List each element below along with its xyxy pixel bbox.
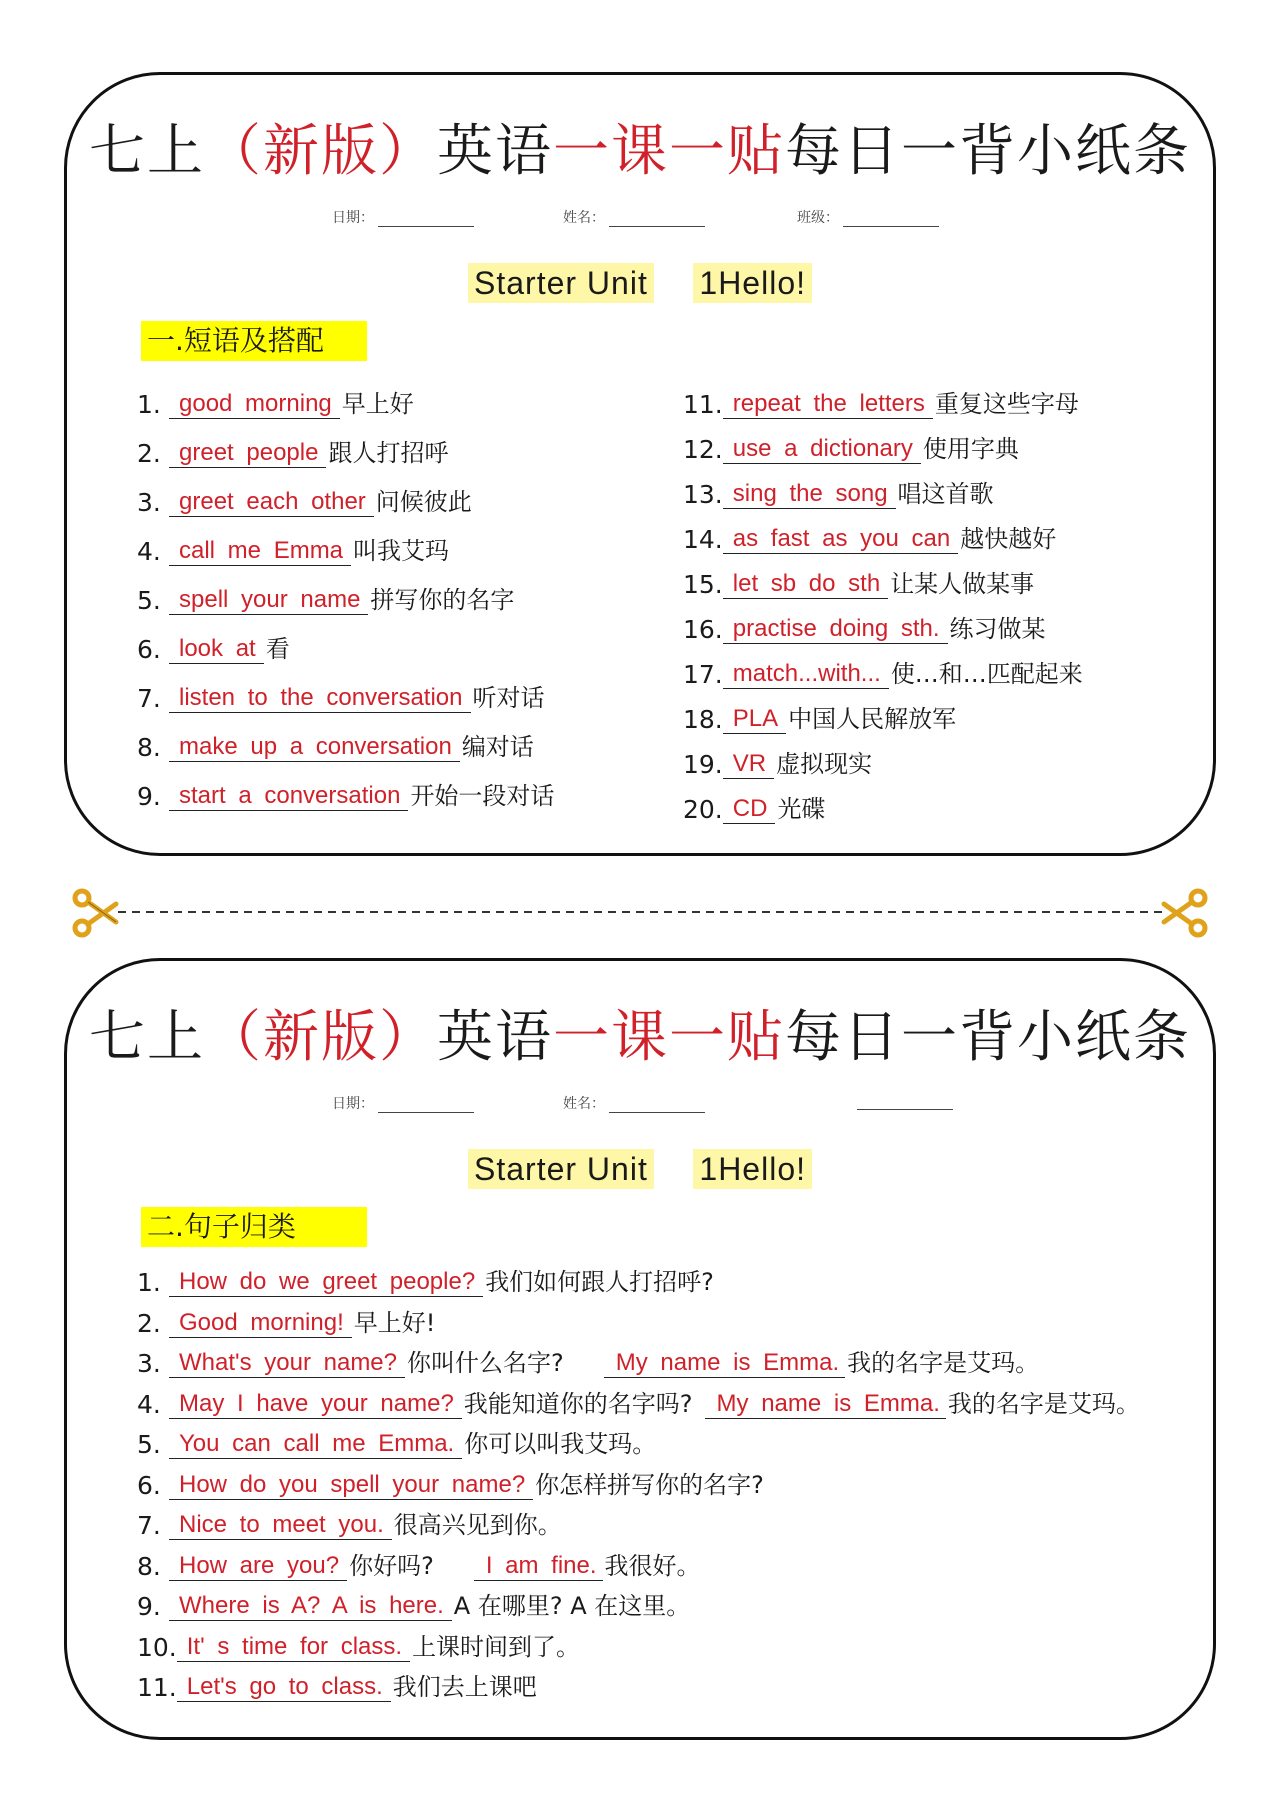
- title-pre: 七上: [89, 119, 205, 184]
- answer-blank: How do you spell your name?: [169, 1471, 533, 1500]
- answer-blank: as fast as you can: [723, 525, 958, 554]
- list-item: [137, 1344, 1039, 1378]
- chinese-meaning-2: 我的名字是艾玛。: [847, 1349, 1040, 1377]
- title-paren-close: ）: [379, 1005, 437, 1070]
- item-number: 4.: [137, 537, 161, 566]
- chinese-meaning: 你可以叫我艾玛。: [464, 1430, 657, 1458]
- list-item: [137, 581, 514, 615]
- class-label: 班级：: [797, 210, 839, 226]
- meta-row: [67, 207, 1213, 231]
- answer-blank-2: I am fine.: [474, 1552, 603, 1581]
- date-label: 日期：: [332, 1096, 374, 1112]
- list-item: [683, 655, 1083, 689]
- chinese-meaning: 唱这首歌: [897, 480, 994, 508]
- title-one-lesson: 一课一贴: [553, 119, 785, 184]
- item-number: 10.: [137, 1632, 177, 1662]
- item-number: 14.: [683, 525, 723, 554]
- item-number: 3.: [137, 1349, 161, 1378]
- title-pre: 七上: [89, 1005, 205, 1070]
- list-item: [137, 1425, 656, 1459]
- item-number: 7.: [137, 1511, 161, 1540]
- scissors-icon: [1164, 891, 1205, 935]
- class-field[interactable]: [843, 210, 939, 227]
- title-english: 英语: [437, 119, 553, 184]
- unit-starter: Starter Unit: [468, 1149, 654, 1189]
- list-item: [137, 434, 448, 468]
- chinese-meaning: 让某人做某事: [890, 570, 1035, 598]
- chinese-meaning: 看: [265, 635, 290, 663]
- item-number: 19.: [683, 750, 723, 779]
- chinese-meaning: 开始一段对话: [410, 782, 555, 810]
- title-paren-open: （: [205, 119, 263, 184]
- answer-blank: Nice to meet you.: [169, 1511, 392, 1540]
- answer-blank: greet people: [169, 439, 326, 468]
- answer-blank: Good morning!: [169, 1309, 352, 1338]
- chinese-meaning: 练习做某: [949, 615, 1046, 643]
- chinese-meaning: 问候彼此: [375, 488, 472, 516]
- answer-blank-2: My name is Emma.: [705, 1390, 946, 1419]
- class-field[interactable]: [857, 1093, 953, 1110]
- answer-blank: good morning: [169, 390, 340, 419]
- title-paren-close: ）: [379, 119, 437, 184]
- item-number: 17.: [683, 660, 723, 689]
- unit-starter: Starter Unit: [468, 263, 654, 303]
- phrases-card: [64, 72, 1216, 856]
- date-field[interactable]: [378, 1096, 474, 1113]
- chinese-meaning: 早上好: [341, 390, 414, 418]
- chinese-meaning: 重复这些字母: [934, 390, 1079, 418]
- title-english: 英语: [437, 1005, 553, 1070]
- name-label: 姓名：: [563, 1096, 605, 1112]
- answer-blank: greet each other: [169, 488, 374, 517]
- item-number: 8.: [137, 1551, 161, 1581]
- answer-blank: call me Emma: [169, 537, 351, 566]
- answer-blank: PLA: [723, 705, 786, 734]
- chinese-meaning: 叫我艾玛: [353, 537, 450, 565]
- chinese-meaning-2: 我的名字是艾玛。: [947, 1389, 1140, 1418]
- list-item: [137, 1263, 714, 1297]
- item-number: 2.: [137, 1308, 161, 1338]
- name-label: 姓名：: [563, 210, 605, 226]
- list-item: [683, 565, 1034, 599]
- list-item: [137, 1547, 701, 1581]
- chinese-meaning: 拼写你的名字: [370, 586, 515, 614]
- item-number: 18.: [683, 705, 723, 734]
- unit-hello: 1Hello!: [693, 1149, 812, 1189]
- chinese-meaning: 越快越好: [960, 525, 1057, 553]
- item-number: 5.: [137, 1430, 161, 1459]
- list-item: [683, 385, 1079, 419]
- sentences-card: [64, 958, 1216, 1740]
- list-item: [137, 385, 414, 419]
- chinese-meaning: 你叫什么名字?: [407, 1349, 564, 1377]
- list-item: [137, 1466, 764, 1500]
- chinese-meaning: 虚拟现实: [776, 750, 873, 778]
- meta-row-2: [67, 1093, 1213, 1117]
- list-item: [137, 1506, 562, 1540]
- list-item: [683, 430, 1019, 464]
- item-number: 8.: [137, 733, 161, 762]
- item-number: 15.: [683, 570, 723, 599]
- list-item: [137, 679, 545, 713]
- chinese-meaning: 光碟: [777, 795, 826, 823]
- list-item: [683, 610, 1046, 644]
- item-number: 5.: [137, 586, 161, 615]
- chinese-meaning: 我们如何跟人打招呼?: [485, 1268, 714, 1296]
- title-paren-open: （: [205, 1005, 263, 1070]
- list-item: [683, 520, 1056, 554]
- item-number: 9.: [137, 782, 161, 811]
- item-number: 13.: [683, 480, 723, 509]
- chinese-meaning-2: 我很好。: [604, 1551, 701, 1580]
- answer-blank: VR: [723, 750, 774, 779]
- answer-blank: let sb do sth: [723, 570, 888, 599]
- list-item: [137, 532, 449, 566]
- unit-heading-2: [67, 1151, 1213, 1188]
- chinese-meaning: 你怎样拼写你的名字?: [535, 1470, 764, 1499]
- item-number: 3.: [137, 488, 161, 517]
- answer-blank: repeat the letters: [723, 390, 933, 419]
- answer-blank: What's your name?: [169, 1349, 405, 1378]
- answer-blank: make up a conversation: [169, 733, 460, 762]
- answer-blank: practise doing sth.: [723, 615, 948, 644]
- title-new-version: 新版: [263, 119, 379, 184]
- name-field[interactable]: [609, 1096, 705, 1113]
- item-number: 6.: [137, 1470, 161, 1500]
- page-title-2: [67, 993, 1213, 1073]
- chinese-meaning: 中国人民解放军: [788, 705, 957, 733]
- name-field[interactable]: [609, 210, 705, 227]
- scissors-icon: [75, 891, 116, 935]
- chinese-meaning: 听对话: [472, 684, 545, 712]
- list-item: [137, 1587, 690, 1621]
- answer-blank: CD: [723, 795, 776, 824]
- chinese-meaning: 编对话: [461, 733, 534, 761]
- item-number: 1.: [137, 390, 161, 419]
- answer-blank: match...with...: [723, 660, 889, 689]
- list-item: [683, 790, 825, 824]
- answer-blank: It' s time for class.: [177, 1633, 410, 1662]
- chinese-meaning: 使…和…匹配起来: [890, 660, 1083, 688]
- page-title: [67, 107, 1213, 187]
- list-item: [137, 1668, 537, 1702]
- list-item: [137, 483, 472, 517]
- date-label: 日期：: [332, 210, 374, 226]
- item-number: 7.: [137, 684, 161, 713]
- chinese-meaning: 我们去上课吧: [392, 1673, 537, 1701]
- list-item: [137, 1385, 1140, 1419]
- chinese-meaning: 早上好!: [353, 1308, 436, 1337]
- item-number: 20.: [683, 795, 723, 824]
- item-number: 11.: [683, 390, 723, 419]
- chinese-meaning: 我能知道你的名字吗?: [463, 1389, 693, 1418]
- list-item: [137, 777, 554, 811]
- item-number: 1.: [137, 1268, 161, 1297]
- list-item: [137, 1628, 580, 1662]
- title-new-version: 新版: [263, 1005, 379, 1070]
- answer-blank: How do we greet people?: [169, 1268, 483, 1297]
- list-item: [683, 700, 956, 734]
- item-number: 6.: [137, 635, 161, 664]
- chinese-meaning: A 在哪里? A 在这里。: [453, 1592, 691, 1620]
- answer-blank: use a dictionary: [723, 435, 921, 464]
- answer-blank: start a conversation: [169, 782, 408, 811]
- title-tail: 每日一背小纸条: [785, 119, 1191, 184]
- title-one-lesson: 一课一贴: [553, 1005, 785, 1070]
- answer-blank: How are you?: [169, 1552, 347, 1581]
- chinese-meaning: 使用字典: [922, 435, 1019, 463]
- list-item: [683, 475, 994, 509]
- answer-blank: sing the song: [723, 480, 896, 509]
- section-tag-phrases: 一.短语及搭配: [141, 321, 367, 361]
- answer-blank: Let's go to class.: [177, 1673, 391, 1702]
- list-item: [683, 745, 872, 779]
- item-number: 16.: [683, 615, 723, 644]
- item-number: 4.: [137, 1389, 161, 1419]
- item-number: 12.: [683, 435, 723, 464]
- answer-blank: May I have your name?: [169, 1390, 462, 1419]
- list-item: [137, 630, 290, 664]
- item-number: 9.: [137, 1592, 161, 1621]
- cut-line: [68, 880, 1212, 940]
- chinese-meaning: 很高兴见到你。: [393, 1511, 562, 1539]
- answer-blank-2: My name is Emma.: [604, 1349, 845, 1378]
- chinese-meaning: 你好吗?: [349, 1551, 434, 1580]
- item-number: 2.: [137, 439, 161, 468]
- answer-blank: spell your name: [169, 586, 368, 615]
- answer-blank: Where is A? A is here.: [169, 1592, 452, 1621]
- date-field[interactable]: [378, 210, 474, 227]
- chinese-meaning: 跟人打招呼: [328, 439, 449, 467]
- list-item: [137, 728, 534, 762]
- answer-blank: listen to the conversation: [169, 684, 471, 713]
- unit-hello: 1Hello!: [693, 263, 812, 303]
- title-tail: 每日一背小纸条: [785, 1005, 1191, 1070]
- unit-heading: [67, 265, 1213, 302]
- item-number: 11.: [137, 1673, 177, 1702]
- section-tag-sentences: 二.句子归类: [141, 1207, 367, 1247]
- answer-blank: look at: [169, 635, 264, 664]
- list-item: [137, 1304, 435, 1338]
- chinese-meaning: 上课时间到了。: [412, 1632, 581, 1661]
- answer-blank: You can call me Emma.: [169, 1430, 462, 1459]
